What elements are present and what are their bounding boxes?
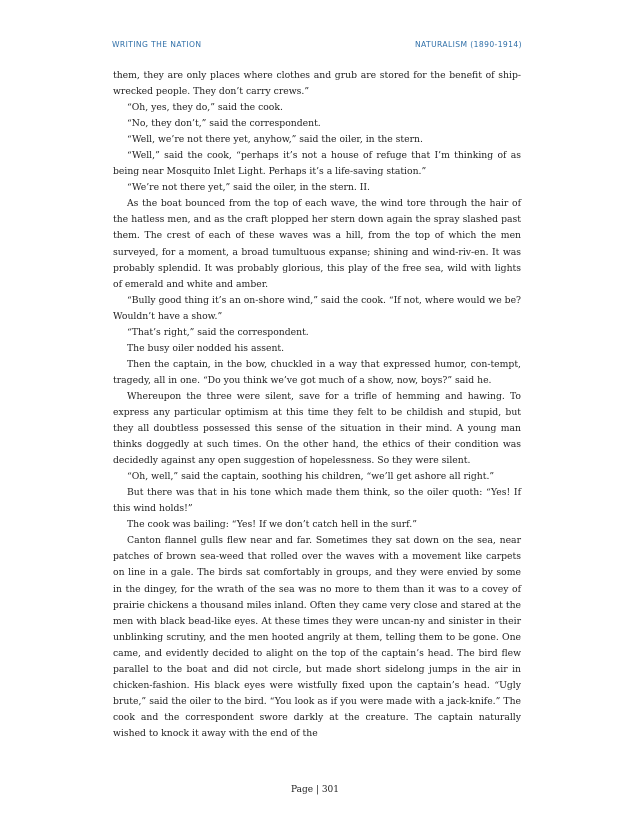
body-text	[113, 68, 521, 742]
header-section-title: NATURALISM (1890-1914)	[414, 40, 522, 49]
paragraph: The busy oiler nodded his assent.	[127, 342, 285, 354]
page-footer	[0, 785, 630, 795]
paragraph: But there was that in his tone which made them think, so the oiler quoth: “Yes! If this wind holds!”	[113, 487, 521, 515]
paragraph: “Bully good thing it’s an on-shore wind,” said the cook. “If not, where would we be? Wouldn’t have a show.”	[113, 294, 521, 322]
paragraph: Then the captain, in the bow, chuckled in a way that expressed humor, con-tempt, tragedy, all in one. “Do you think we’ve got much of a show, now, boys?” said he.	[113, 358, 521, 386]
paragraph: Canton flannel gulls flew near and far. Sometimes they sat down on the sea, near patches of brown sea-weed that rolled over the waves with a movement like carpets on line in a gale. The birds sat comfortably in groups, and they were envied by some in the dingey, for the wrath of the sea was no more to them than it was to a covey of prairie chickens a thousand miles inland. Often they came very close and stared at the men with black bead-like eyes. At these times they were uncan-ny and sinister in their unblinking scrutiny, and the men hooted angrily at them, telling them to be gone. One came, and evidently decided to alight on the top of the captain’s head. The bird flew parallel to the boat and did not circle, but made short sidelong jumps in the air in chicken-fashion. His black eyes were wistfully fixed upon the captain’s head. “Ugly brute,” said the oiler to the bird. “You look as if you were made with a jack-knife.” The cook and the correspondent swore darkly at the creature. The captain naturally wished to knock it away with the end of the	[113, 535, 521, 739]
paragraph: “We’re not there yet,” said the oiler, in the stern. II.	[127, 182, 370, 194]
paragraph: Whereupon the three were silent, save for a trifle of hemming and hawing. To express any particular optimism at this time they felt to be childish and stupid, but they all doubtless possessed this sense of the situation in their mind. A young man thinks doggedly at such times. On the other hand, the ethics of their condition was decidedly against any open suggestion of hopelessness. So they were silent.	[113, 390, 521, 467]
paragraph: The cook was bailing: “Yes! If we don’t catch hell in the surf.”	[127, 519, 417, 531]
paragraph: “That’s right,” said the correspondent.	[127, 326, 309, 338]
running-header	[112, 40, 522, 49]
header-book-title: WRITING THE NATION	[112, 40, 202, 49]
paragraph: As the boat bounced from the top of each wave, the wind tore through the hair of the hatless men, and as the craft plopped her stern down again the spray slashed past them. The crest of each of these waves was a hill, from the top of which the men surveyed, for a moment, a broad tumultuous expanse; shining and wind-riv-en. It was probably splendid. It was probably glorious, this play of the free sea, wild with lights of emerald and white and amber.	[113, 198, 521, 290]
paragraph: them, they are only places where clothes and grub are stored for the benefit of ship-wrecked people. They don’t carry crews.”	[113, 70, 521, 98]
paragraph: “Oh, well,” said the captain, soothing his children, “we’ll get ashore all right.”	[127, 471, 495, 483]
paragraph: “Well, we’re not there yet, anyhow,” said the oiler, in the stern.	[127, 134, 423, 146]
paragraph: “Well,” said the cook, “perhaps it’s not a house of refuge that I’m thinking of as being near Mosquito Inlet Light. Perhaps it’s a life-saving station.”	[113, 150, 521, 178]
page-number: Page | 301	[290, 785, 340, 795]
paragraph: “Oh, yes, they do,” said the cook.	[127, 102, 283, 114]
paragraph: “No, they don’t,” said the correspondent.	[127, 118, 321, 130]
